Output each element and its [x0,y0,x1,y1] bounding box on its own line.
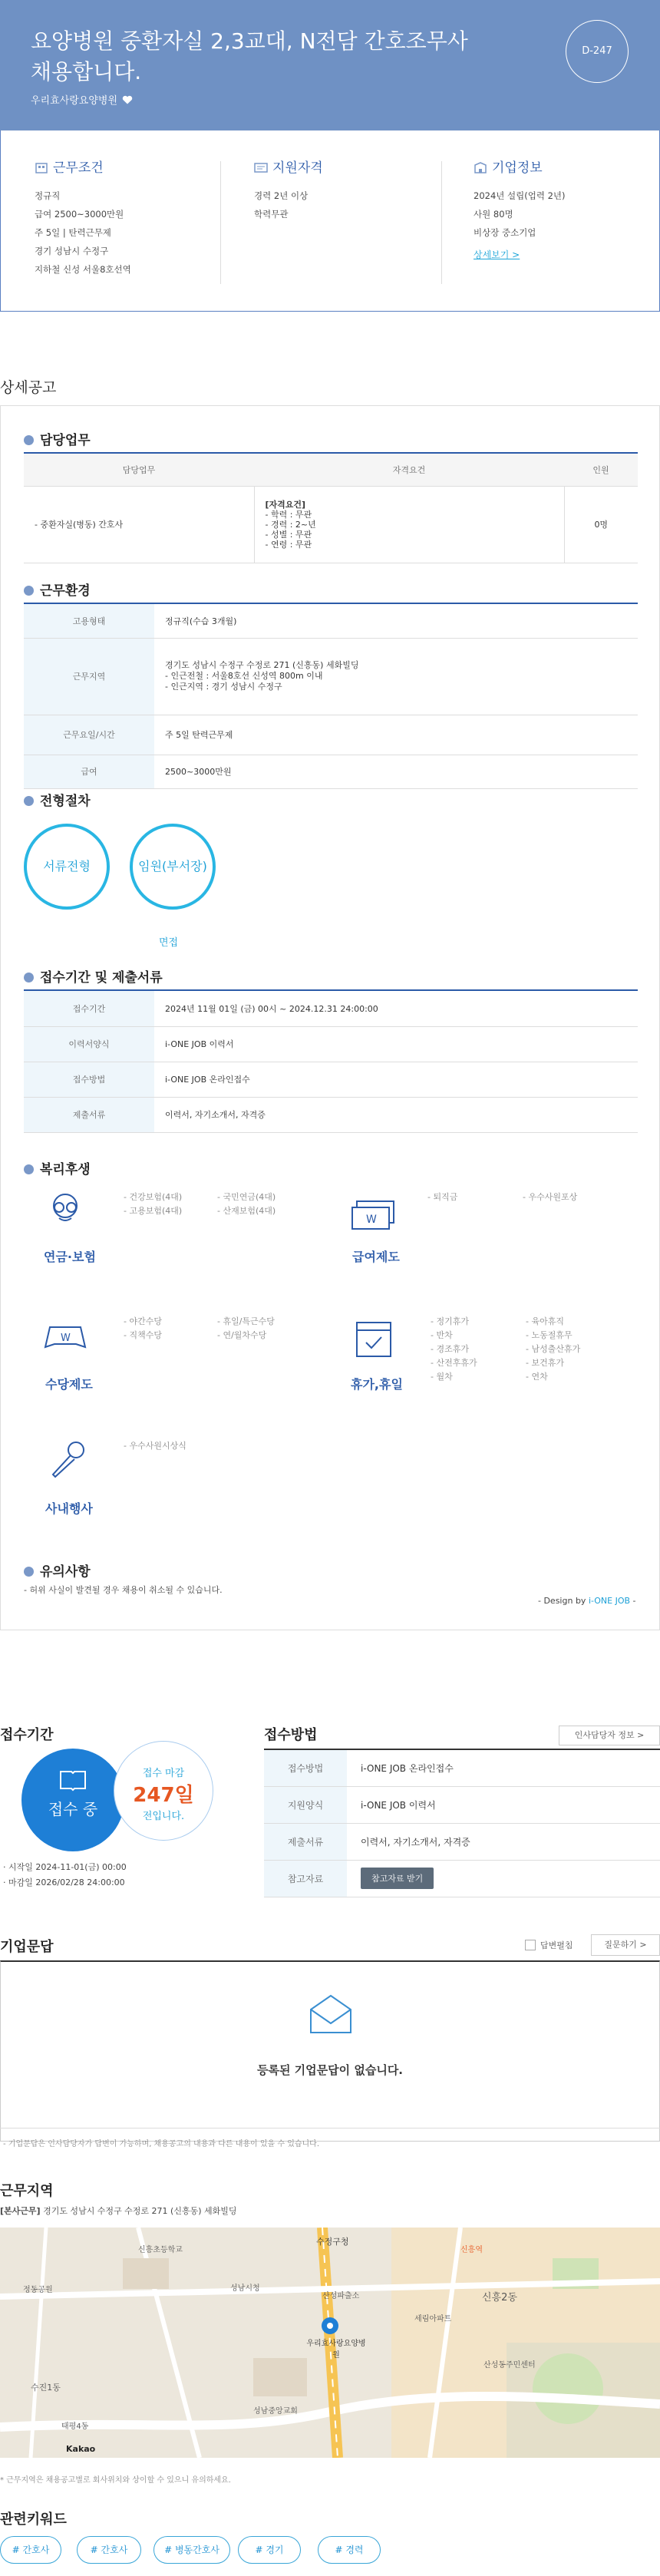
company-info-item: 사원 80명 [474,209,513,220]
divider [220,161,221,284]
period-start: · 시작일 2024-11-01(금) 00:00 [3,1862,127,1872]
process-sub: 면접 [159,937,179,949]
qualification-column [254,157,323,223]
condition-item: 급여 2500~3000만원 [35,209,124,220]
detail-title: 상세공고 [0,379,57,396]
welfare-group-name: 급여제도 [352,1250,400,1264]
process-step: 임원(부서장) [130,824,216,910]
qa-note: - 기업문답은 인사담당자가 답변이 가능하며, 채용공고의 내용과 다른 내용이 있을 수 있습니다. [3,2140,320,2148]
building-icon [35,161,48,173]
keyword-tag[interactable]: # 간호사 [0,2536,61,2564]
envelope-icon [308,1993,354,2036]
application-title: 접수기간 및 제출서류 [24,966,163,986]
application-table: 접수기간 2024년 11월 01일 (금) 00시 ~ 2024.12.31 24:00:00 이력서양식 i-ONE JOB 이력서 접수방법 i-ONE JOB 온라인접수 제출서류 이력서, 자기소개서, 자격증 [24,991,638,1133]
book-icon [58,1769,88,1792]
duty-requirements: [자격요건] - 학력 : 무관 - 경력 : 2~년 - 성별 : 무관 - 연령 : 무관 [254,486,564,563]
notice-title: 유의사항 [24,1560,91,1580]
money-icon [349,1198,398,1234]
company-info-title: 기업정보 [474,157,566,176]
hr-contact-button[interactable]: 인사담당자 정보 > [559,1726,660,1745]
period-end: · 마감일 2026/02/28 24:00:00 [3,1878,125,1887]
company-info-item: 2024년 설립(업력 2년) [474,190,566,201]
summary-panel [0,130,660,312]
reference-download-button[interactable]: 참고자료 받기 [361,1868,434,1889]
location-map[interactable]: 수정구청 우리효사랑요양병원 신흥2동 세림아파트 산성동주민센터 성남중앙교회 신흥역 정동공원 수진1동 태평4동 신흥초등학교 산성파출소 성남시청 Kakao [0,2228,660,2458]
condition-item: 경기 성남시 수정구 [35,246,109,256]
divider [441,161,442,284]
process-title: 전형절차 [24,790,91,809]
welfare-group-name: 사내행사 [45,1501,93,1516]
company-detail-link[interactable]: 상세보기 > [474,249,520,260]
conditions-title: 근무조건 [35,157,131,176]
method-table: 접수방법 i-ONE JOB 온라인접수 지원양식 i-ONE JOB 이력서 제출서류 이력서, 자기소개서, 자격증 참고자료 참고자료 받기 [264,1749,660,1897]
duties-header: 자격요건 [254,454,564,486]
id-card-icon [254,161,268,173]
keyword-tag[interactable]: # 병동간호사 [153,2536,230,2564]
dday-badge: D-247 [566,20,629,83]
environment-table: 고용형태 정규직(수습 3개월) 근무지역 경기도 성남시 수정구 수정로 271 (신흥동) 세화빌딩 - 인근전철 : 서울8호선 신성역 800m 이내 - 인근지역 : 경기 성남시 수정구 근무요일/시간 주 5일 탄력근무제 급여 2500~3000만원 [24,604,638,789]
welfare-group-name: 휴가,휴일 [351,1377,403,1392]
location-title: 근무지역 [0,2183,54,2199]
condition-item: 정규직 [35,190,61,201]
job-title: 요양병원 중환자실 2,3교대, N전담 간호조무사 채용합니다. [31,28,468,84]
qa-box [0,1960,660,2142]
duty-task: - 중환자실(병동) 간호사 [24,486,254,563]
deadline-circle: 접수 마감 247일 전입니다. [114,1741,213,1841]
company-name-text: 우리효사랑요양병원 [31,95,118,107]
keyword-tag[interactable]: # 경력 [318,2536,381,2564]
office-icon [474,161,487,173]
heart-icon[interactable] [122,95,133,104]
detail-box: 담당업무 담당업무 자격요건 인원 - 중환자실(병동) 간호사 [자격요건] - 학력 : 무관 - 경력 : 2~년 - 성별 : 무관 - 연령 : 무관 0명 근무환경 고용형태 정규직(수습 3개월) 근무지역 경기도 성남시 수정구 수정로 271 (신흥동) 세화빌딩 - 인근전철 : 서울8호선 신성역 800m 이내 - 인근지역 : 경기 성남시 수정구 근무요일/시간 주 5일 탄력근무제 급여 2500~3000만원 전형절차 서류전형 임원(부서장) 면접 접수기간 및 제출서류 접수기간 2024년 11월 01일 (금) 00시 ~ 2024.12.31 24:00:00 이력서양식 i-ONE JOB 이력서 접수방법 i-ONE JOB 온라인접수 제출서류 이력서, 자기소개서, 자격증 복리후생 연금·보험 - 건강보험(4대) - 국민연금(4대) - 고용보험(4대) - 산재보험(4대) W 급여제도 - 퇴직금 - 우수사원포상 W 수당제도 - 야간수당 - 휴일/특근수당 - 직책수당 - 연/월차수당 휴가,휴일 - 정기휴가 - 육아휴직 - 반차 - 노동절휴무 - 경조휴가 - 남성출산휴가 - 산전후휴가 - 보건휴가 - 월차 - 연차 사내행사 - 우수사원시상식 유의사항 - 허위 사실이 발견될 경우 채용이 취소될 수 있습니다. - Design by i-ONE JOB - [0,405,660,1630]
design-credit: - Design by i-ONE JOB - [538,1596,636,1606]
method-title: 접수방법 [264,1727,318,1743]
welfare-title: 복리후생 [24,1158,91,1177]
conditions-column [35,157,131,279]
welfare-group-name: 연금·보험 [44,1250,96,1264]
qualification-item: 경력 2년 이상 [254,190,309,201]
job-header [0,0,660,130]
condition-item: 주 5일 | 탄력근무제 [35,227,111,238]
microphone-icon [47,1439,88,1481]
ask-question-button[interactable]: 질문하기 > [591,1934,660,1956]
welfare-group-name: 수당제도 [45,1377,93,1392]
location-note: * 근무지역은 채용공고별로 회사위치와 상이할 수 있으니 유의하세요. [0,2476,231,2485]
qa-empty-message: 등록된 기업문답이 없습니다. [256,2063,404,2077]
notice-text: - 허위 사실이 발견될 경우 채용이 취소될 수 있습니다. [24,1585,223,1595]
divider [0,2128,660,2129]
qa-title: 기업문답 [0,1939,54,1955]
keywords-title: 관련키워드 [0,2512,67,2528]
process-step: 서류전형 [24,824,110,910]
duty-count: 0명 [564,486,638,563]
calendar-icon [354,1316,394,1359]
company-name[interactable] [31,92,133,107]
qa-expand-toggle[interactable]: 답변펼침 [525,1939,573,1951]
condition-item: 지하철 신성 서울8호선역 [35,264,131,275]
company-info-item: 비상장 중소기업 [474,227,536,238]
gamepad-icon [42,1319,88,1353]
svg-text:W: W [61,1333,71,1344]
duties-header: 인원 [564,454,638,486]
duties-title: 담당업무 [24,429,91,448]
keyword-tag[interactable]: # 간호사 [77,2536,141,2564]
qualification-title: 지원자격 [254,157,323,176]
duties-table [24,454,638,563]
environment-title: 근무환경 [24,580,91,599]
location-address: [본사근무] 경기도 성남시 수정구 수정로 271 (신흥동) 세화빌딩 [0,2206,237,2216]
glasses-icon [42,1191,88,1229]
svg-text:W: W [366,1214,377,1226]
status-circle: 접수 중 [21,1749,124,1851]
period-title: 접수기간 [0,1727,54,1743]
duties-header: 담당업무 [24,454,254,486]
keyword-tag[interactable]: # 경기 [238,2536,301,2564]
qualification-item: 학력무관 [254,209,289,220]
company-info-column [474,157,566,261]
checkbox[interactable] [525,1940,536,1950]
